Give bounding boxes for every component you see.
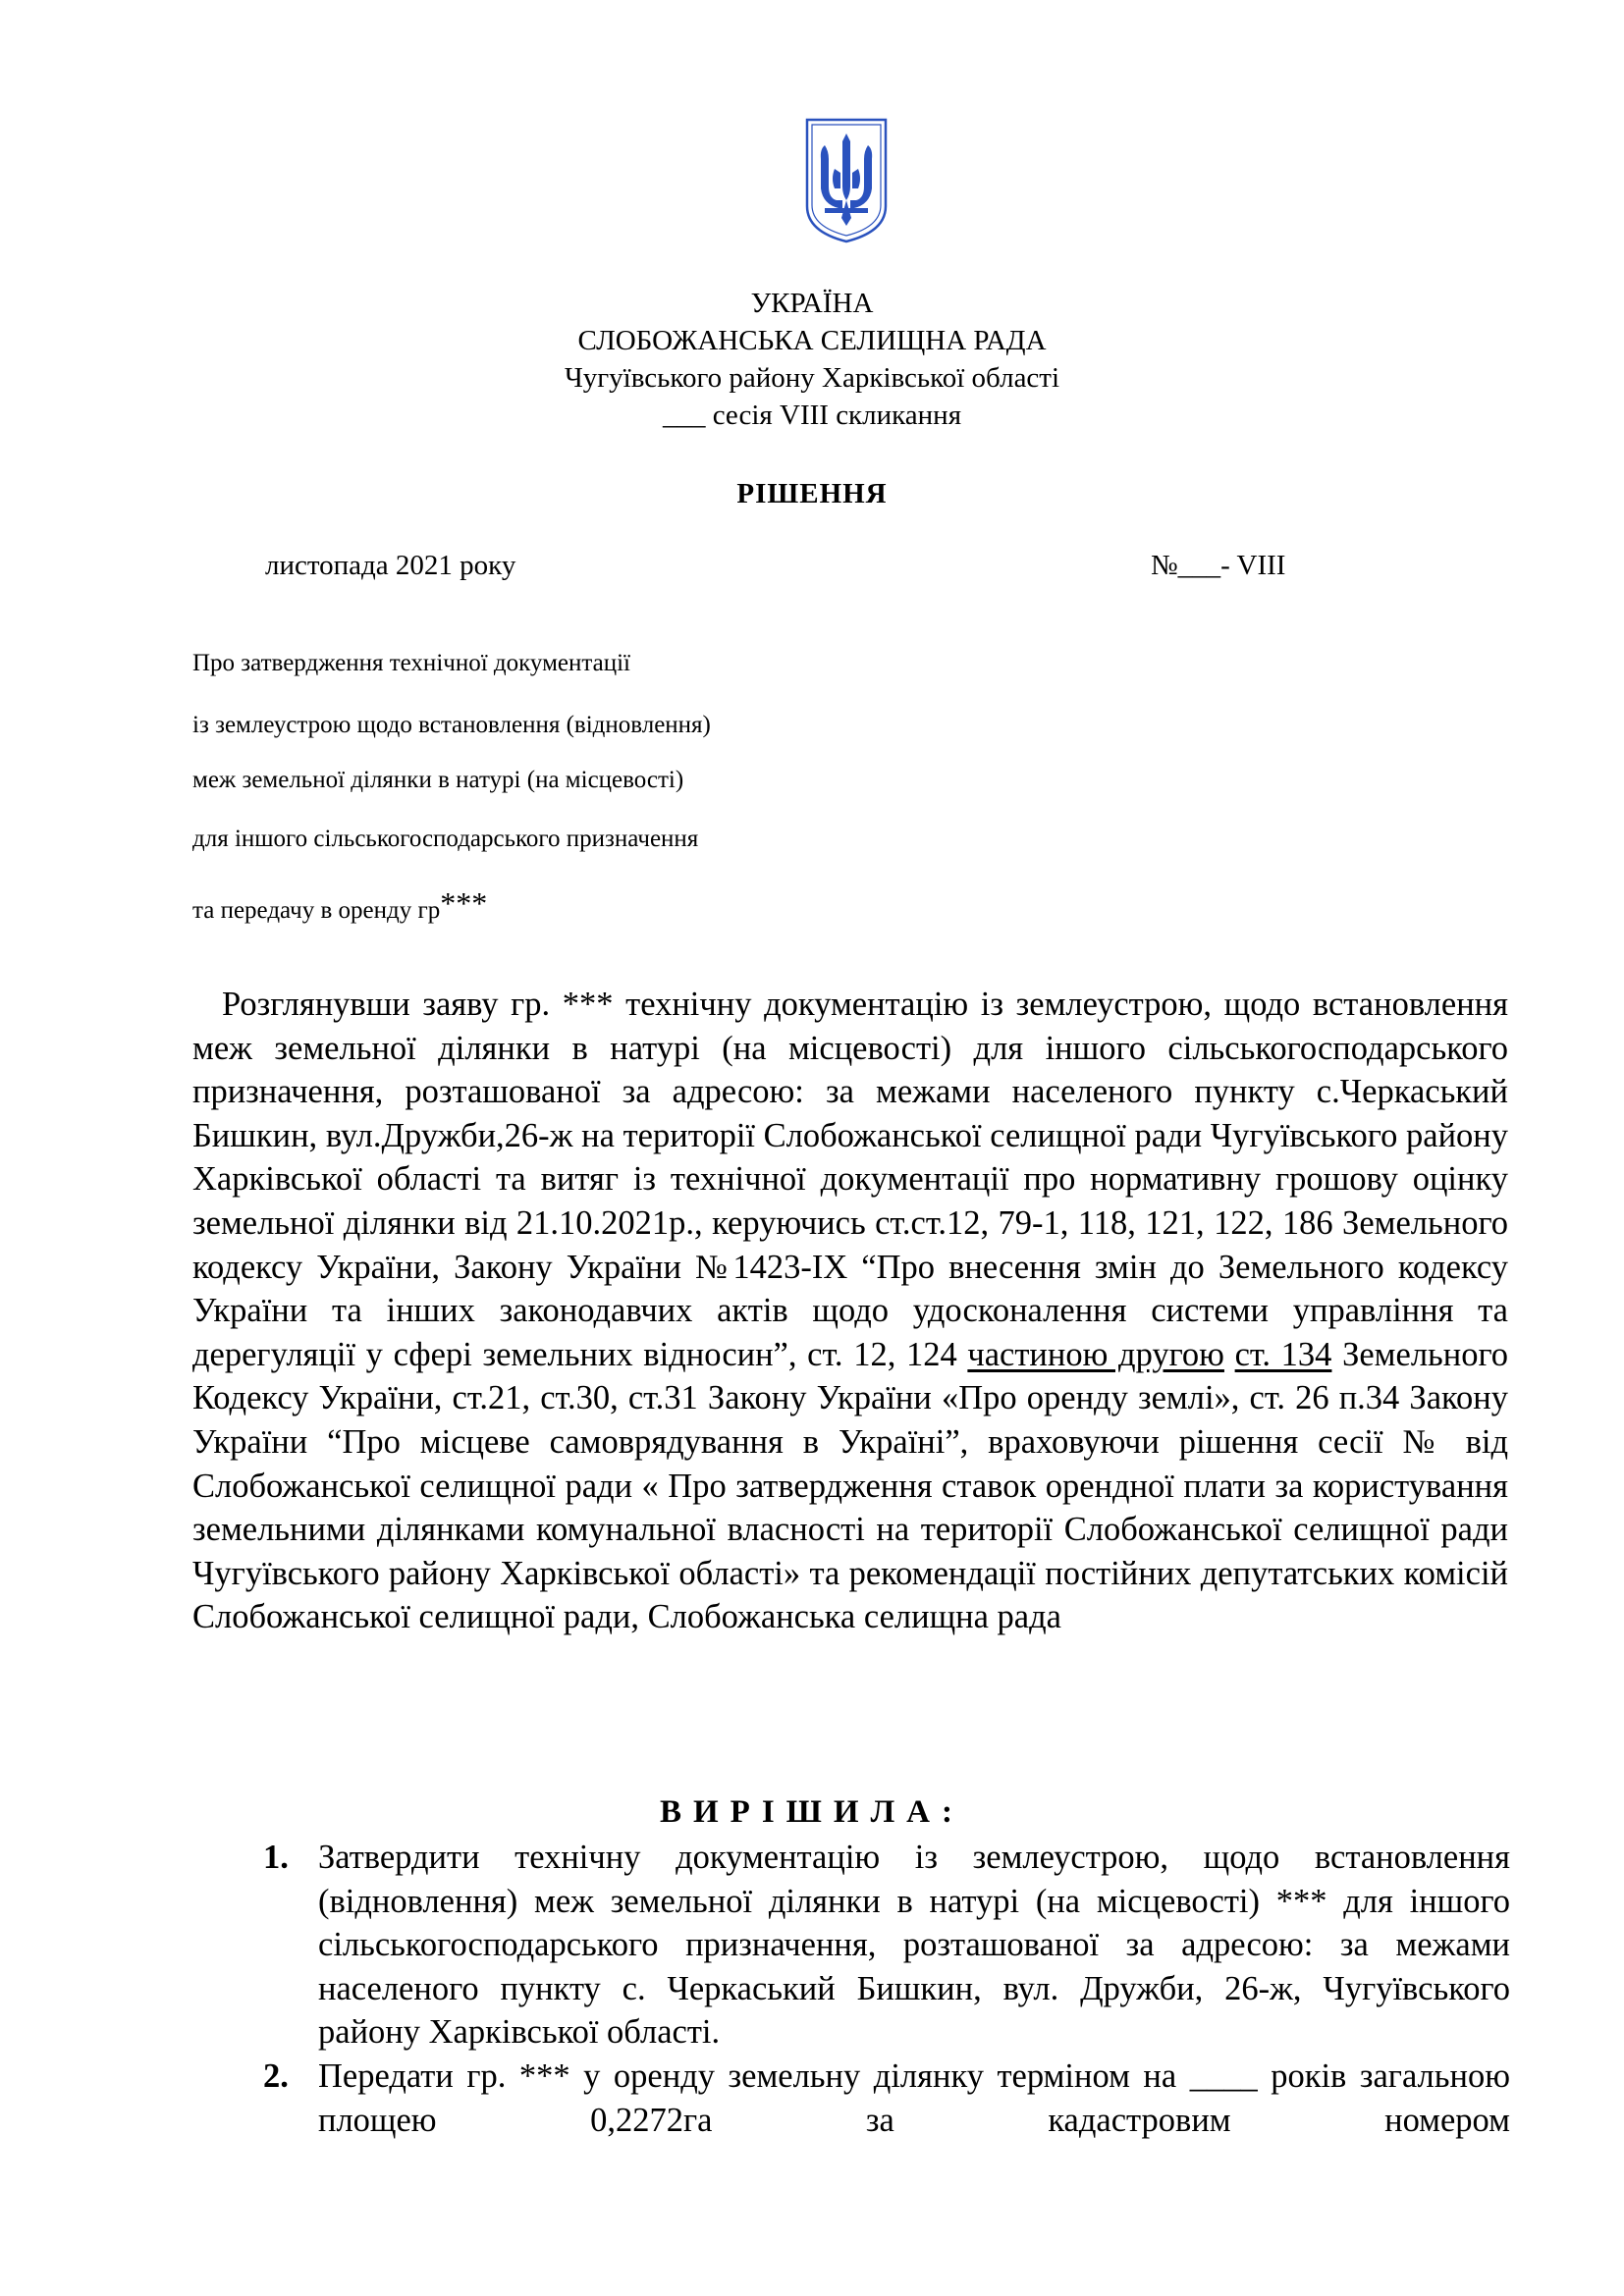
decision-number: №___- VIII [1151,550,1286,581]
subject-line-3: меж земельної ділянки в натурі (на місцевості) [192,767,684,793]
coat-of-arms-icon [803,116,890,245]
header-country: УКРАЇНА [750,288,874,319]
subject-line-5 [192,885,487,925]
decision-date: листопада 2021 року [265,550,516,581]
reference-part-two: частиною другою [967,1335,1224,1373]
preamble-text-rest: Земельного Кодексу України, ст.21, ст.30, ст.31 Закону України «Про оренду землі», ст. 26 п.34 Закону України “Про місцеве самоврядування в Україні”, враховуючи рішення сесії № від Слобожанської селищної ради « Про затвердження ставок орендної плати за користування земельними ділянками комунальної власності на території Слобожанської селищної ради Чугуївського району Харківської області» та рекомендації постійних депутатських комісій Слобожанської селищної ради, Слобожанська селищна рада [192,1335,1509,1636]
header-session: ___ сесія VIII скликання [662,400,962,431]
subject-line-1: Про затвердження технічної документації [192,650,630,676]
preamble-text: Розглянувши заяву гр. *** технічну документацію із землеустрою, щодо встановлення меж земельної ділянки в натурі (на місцевості) для іншого сільськогосподарського призначення, розташованої за адресою: за межами населеного пункту с.Черкаський Бишкин, вул.Дружби,26-ж на території Слобожанської селищної ради Чугуївського району Харківської області та витяг із технічної документації про нормативну грошову оцінку земельної ділянки від 21.10.2021р., керуючись ст.ст.12, 79-1, 118, 121, 122, 186 Земельного кодексу України, Закону України №1423-IX “Про внесення змін до Земельного кодексу України та інших законодавчих актів щодо удосконалення системи управління та дерегуляції у сфері земельних відносин”, ст. 12, 124 [192,986,1508,1373]
item-number-1: 1. [263,1839,289,1876]
reference-article-134: ст. 134 [1234,1335,1332,1373]
item-number-2: 2. [263,2056,289,2095]
header-council: СЛОБОЖАНСЬКА СЕЛИЩНА РАДА [577,325,1047,356]
decision-items [263,1836,1510,2142]
header-district: Чугуївського району Харківської області [564,362,1060,394]
subject-line-5-stars: *** [440,885,488,921]
decision-item-2 [263,2055,1510,2142]
decision-item-1 [263,1836,1510,2055]
preamble-paragraph [192,983,1508,1639]
document-title: РІШЕННЯ [736,478,888,509]
resolve-heading: ВИРІШИЛА: [660,1794,964,1830]
subject-line-4: для іншого сільськогосподарського призначення [192,826,699,852]
subject-line-2: із землеустрою щодо встановлення (відновлення) [192,712,711,738]
item-text-1: Затвердити технічну документацію із землеустрою, щодо встановлення (відновлення) меж земельної ділянки в натурі (на місцевості) *** для іншого сільськогосподарського призначення, розташованої за адресою: за межами населеного пункту с. Черкаський Бишкин, вул. Дружби, 26-ж, Чугуївського району Харківської області. [318,1839,1510,2052]
preamble-spacer [1224,1336,1235,1373]
item-text-2: Передати гр. *** у оренду земельну ділянку терміном на ____ років загальною площею 0,2272га за кадастровим номером [318,2056,1510,2139]
subject-line-5-text: та передачу в оренду гр [192,897,441,924]
